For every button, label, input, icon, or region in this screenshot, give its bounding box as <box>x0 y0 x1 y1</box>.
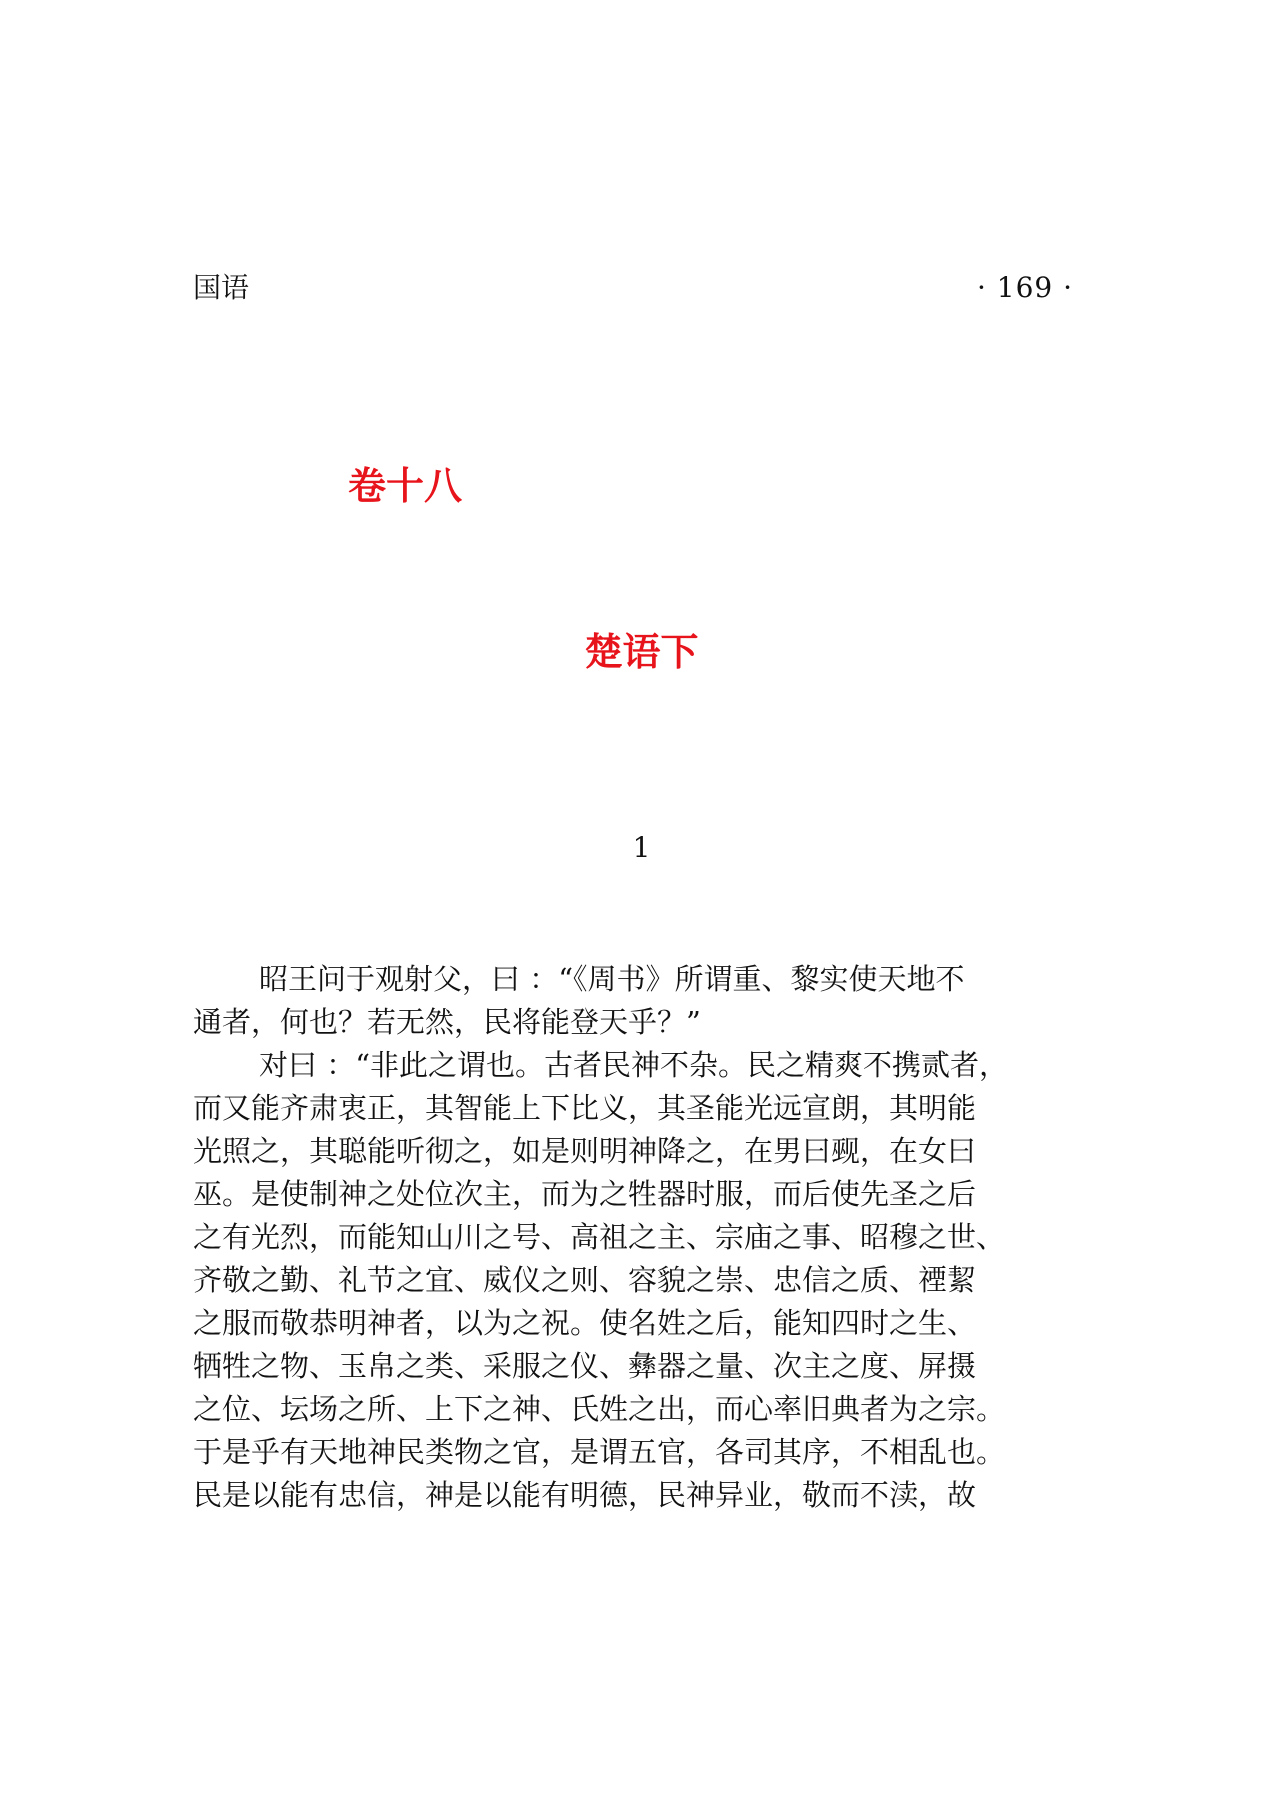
paragraph-line: 齐敬之勤、礼节之宜、威仪之则、容貌之崇、忠信之质、禋絜 <box>193 1263 977 1297</box>
section-number: 1 <box>632 831 651 864</box>
paragraph-line: 而又能齐肃衷正，其智能上下比义，其圣能光远宣朗，其明能 <box>193 1091 977 1125</box>
paragraph-line: 昭王问于观射父，曰 ：“《周书》所谓重、黎实使天地不 <box>259 962 965 996</box>
paragraph-line: 于是乎有天地神民类物之官，是谓五官，各司其序，不相乱也。 <box>193 1435 1006 1469</box>
volume-heading: 卷十八 <box>348 464 463 508</box>
body-text <box>193 958 1093 1517</box>
paragraph-line: 之位、坛场之所、上下之神、氏姓之出，而心率旧典者为之宗。 <box>193 1392 1006 1426</box>
paragraph-line: 对曰 ：“非此之谓也。古者民神不杂。民之精爽不携贰者， <box>259 1048 1009 1082</box>
paragraph-line: 民是以能有忠信，神是以能有明德，民神异业，敬而不渎，故 <box>193 1478 977 1512</box>
paragraph-line: 之有光烈，而能知山川之号、高祖之主、宗庙之事、昭穆之世、 <box>193 1220 1006 1254</box>
paragraph-line: 光照之，其聪能听彻之，如是则明神降之，在男曰觋，在女曰 <box>193 1134 977 1168</box>
paragraph-line: 之服而敬恭明神者，以为之祝。使名姓之后，能知四时之生、 <box>193 1306 977 1340</box>
running-head-book-title: 国语 <box>193 271 250 304</box>
running-head-page-number: · 169 · <box>976 271 1073 304</box>
chapter-heading: 楚语下 <box>584 630 699 674</box>
paragraph-line: 通者，何也？若无然，民将能登天乎？” <box>193 1005 701 1039</box>
paragraph-line: 巫。是使制神之处位次主，而为之牲器时服，而后使先圣之后 <box>193 1177 977 1211</box>
paragraph-line: 牺牲之物、玉帛之类、采服之仪、彝器之量、次主之度、屏摄 <box>193 1349 977 1383</box>
